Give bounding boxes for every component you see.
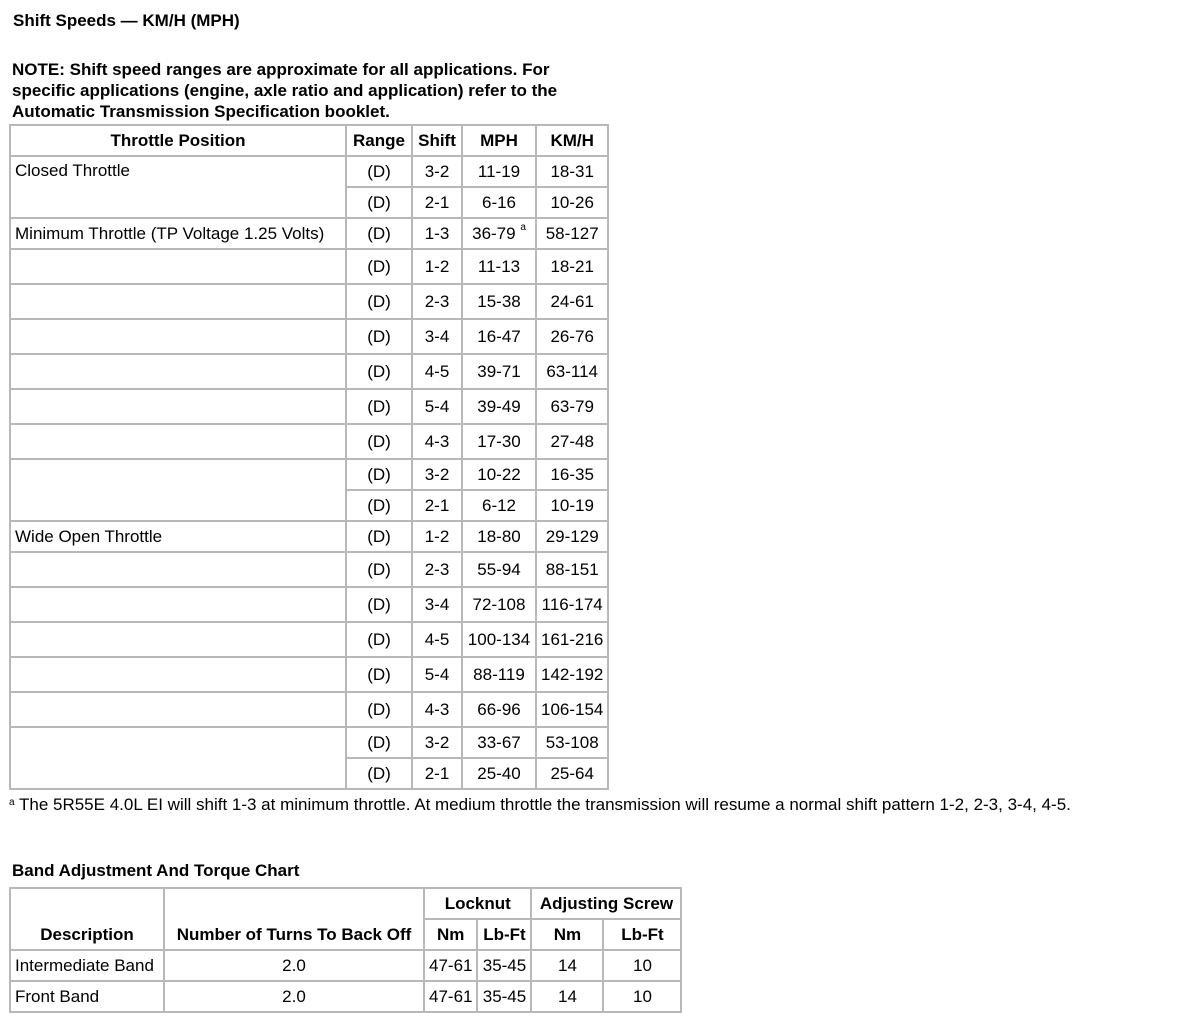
kmh-cell: 16-35 <box>536 459 608 490</box>
blank-position-cell <box>10 657 346 692</box>
shift-cell: 4-5 <box>412 622 462 657</box>
blank-position-cell <box>10 354 346 389</box>
shift-cell: 3-2 <box>412 727 462 758</box>
kmh-cell: 63-79 <box>536 389 608 424</box>
mph-cell: 11-13 <box>462 249 536 284</box>
range-cell: (D) <box>346 622 412 657</box>
table-row <box>10 284 608 319</box>
table-row <box>10 950 681 981</box>
mph-cell: 16-47 <box>462 319 536 354</box>
blank-position-cell <box>10 389 346 424</box>
range-cell: (D) <box>346 459 412 490</box>
turns-cell: 2.0 <box>164 981 424 1012</box>
range-cell: (D) <box>346 692 412 727</box>
shift-cell: 2-1 <box>412 187 462 218</box>
table-row <box>10 552 608 587</box>
band-chart-title: Band Adjustment And Torque Chart <box>12 861 300 880</box>
table-header-row <box>10 125 608 156</box>
mph-value: 36-79 <box>472 223 516 243</box>
kmh-cell: 27-48 <box>536 424 608 459</box>
table-row <box>10 692 608 727</box>
kmh-cell: 29-129 <box>536 521 608 552</box>
kmh-cell: 58-127 <box>536 218 608 249</box>
shift-speeds-table <box>9 124 609 790</box>
table-row <box>10 424 608 459</box>
kmh-cell: 142-192 <box>536 657 608 692</box>
kmh-cell: 116-174 <box>536 587 608 622</box>
header-throttle-position: Throttle Position <box>10 125 346 156</box>
locknut-nm-cell: 47-61 <box>424 981 477 1012</box>
table-row <box>10 587 608 622</box>
screw-nm-cell: 14 <box>531 950 603 981</box>
blank-position-cell <box>10 587 346 622</box>
range-cell: (D) <box>346 319 412 354</box>
mph-cell: 39-49 <box>462 389 536 424</box>
shift-cell: 1-3 <box>412 218 462 249</box>
range-cell: (D) <box>346 587 412 622</box>
table-row <box>10 218 608 249</box>
range-cell: (D) <box>346 284 412 319</box>
page-title: Shift Speeds — KM/H (MPH) <box>13 11 240 30</box>
locknut-lbft-cell: 35-45 <box>477 981 531 1012</box>
header-screw-nm: Nm <box>531 919 603 950</box>
locknut-lbft-cell: 35-45 <box>477 950 531 981</box>
shift-cell: 3-2 <box>412 459 462 490</box>
header-locknut: Locknut <box>424 888 531 919</box>
shift-cell: 3-4 <box>412 587 462 622</box>
header-locknut-lbft: Lb-Ft <box>477 919 531 950</box>
kmh-cell: 24-61 <box>536 284 608 319</box>
screw-lbft-cell: 10 <box>603 950 681 981</box>
table-row <box>10 249 608 284</box>
table-row <box>10 459 608 490</box>
kmh-cell: 53-108 <box>536 727 608 758</box>
shift-cell: 4-3 <box>412 424 462 459</box>
range-cell: (D) <box>346 552 412 587</box>
header-screw-lbft: Lb-Ft <box>603 919 681 950</box>
shift-cell: 1-2 <box>412 521 462 552</box>
blank-position-cell <box>10 249 346 284</box>
footnote-mark: a <box>520 221 526 233</box>
header-turns: Number of Turns To Back Off <box>164 888 424 950</box>
shift-cell: 1-2 <box>412 249 462 284</box>
kmh-cell: 18-21 <box>536 249 608 284</box>
kmh-cell: 10-19 <box>536 490 608 521</box>
shift-cell: 3-4 <box>412 319 462 354</box>
range-cell: (D) <box>346 389 412 424</box>
mph-cell: 100-134 <box>462 622 536 657</box>
mph-cell: 66-96 <box>462 692 536 727</box>
table-row <box>10 521 608 552</box>
screw-nm-cell: 14 <box>531 981 603 1012</box>
description-cell: Intermediate Band <box>10 950 164 981</box>
turns-cell: 2.0 <box>164 950 424 981</box>
band-adjustment-table <box>9 887 682 1013</box>
kmh-cell: 18-31 <box>536 156 608 187</box>
mph-cell: 55-94 <box>462 552 536 587</box>
blank-position-cell <box>10 284 346 319</box>
kmh-cell: 10-26 <box>536 187 608 218</box>
blank-position-cell <box>10 319 346 354</box>
mph-cell: 33-67 <box>462 727 536 758</box>
shift-cell: 4-3 <box>412 692 462 727</box>
footnote <box>9 794 1200 816</box>
blank-position-cell <box>10 424 346 459</box>
mph-cell: 39-71 <box>462 354 536 389</box>
shift-cell: 2-3 <box>412 552 462 587</box>
kmh-cell: 63-114 <box>536 354 608 389</box>
range-cell: (D) <box>346 727 412 758</box>
range-cell: (D) <box>346 187 412 218</box>
screw-lbft-cell: 10 <box>603 981 681 1012</box>
range-cell: (D) <box>346 521 412 552</box>
header-locknut-nm: Nm <box>424 919 477 950</box>
wide-open-throttle-label: Wide Open Throttle <box>10 521 346 552</box>
shift-cell: 2-1 <box>412 490 462 521</box>
header-mph: MPH <box>462 125 536 156</box>
mph-cell: 15-38 <box>462 284 536 319</box>
shift-cell: 2-3 <box>412 284 462 319</box>
mph-cell: 10-22 <box>462 459 536 490</box>
shift-cell: 5-4 <box>412 657 462 692</box>
kmh-cell: 106-154 <box>536 692 608 727</box>
header-adjusting-screw: Adjusting Screw <box>531 888 681 919</box>
locknut-nm-cell: 47-61 <box>424 950 477 981</box>
table-row <box>10 319 608 354</box>
table-row <box>10 981 681 1012</box>
mph-cell: 25-40 <box>462 758 536 789</box>
header-description: Description <box>10 888 164 950</box>
table-row <box>10 727 608 758</box>
mph-cell: 6-16 <box>462 187 536 218</box>
range-cell: (D) <box>346 354 412 389</box>
footnote-mark: a <box>9 797 15 808</box>
range-cell: (D) <box>346 156 412 187</box>
mph-cell: 6-12 <box>462 490 536 521</box>
blank-position-cell <box>10 459 346 521</box>
range-cell: (D) <box>346 424 412 459</box>
kmh-cell: 26-76 <box>536 319 608 354</box>
range-cell: (D) <box>346 249 412 284</box>
mph-cell: 72-108 <box>462 587 536 622</box>
table-row <box>10 156 608 187</box>
blank-position-cell <box>10 552 346 587</box>
footnote-text: The 5R55E 4.0L EI will shift 1-3 at minimum throttle. At medium throttle the transmission will resume a normal shift pattern 1-2, 2-3, 3-4, 4-5. <box>14 795 1071 814</box>
mph-cell: 18-80 <box>462 521 536 552</box>
header-range: Range <box>346 125 412 156</box>
mph-cell <box>462 218 536 249</box>
kmh-cell: 161-216 <box>536 622 608 657</box>
mph-cell: 17-30 <box>462 424 536 459</box>
table-row <box>10 622 608 657</box>
table-header-row <box>10 888 681 919</box>
range-cell: (D) <box>346 490 412 521</box>
table-row <box>10 389 608 424</box>
range-cell: (D) <box>346 758 412 789</box>
kmh-cell: 25-64 <box>536 758 608 789</box>
shift-cell: 2-1 <box>412 758 462 789</box>
header-kmh: KM/H <box>536 125 608 156</box>
blank-position-cell <box>10 622 346 657</box>
shift-cell: 4-5 <box>412 354 462 389</box>
range-cell: (D) <box>346 657 412 692</box>
table-row <box>10 657 608 692</box>
range-cell: (D) <box>346 218 412 249</box>
shift-cell: 3-2 <box>412 156 462 187</box>
note-text: NOTE: Shift speed ranges are approximate for all applications. For specific applications (engine, axle ratio and application) refer to the Automatic Transmission Specification booklet. <box>12 60 558 121</box>
kmh-cell: 88-151 <box>536 552 608 587</box>
blank-position-cell <box>10 692 346 727</box>
closed-throttle-label: Closed Throttle <box>10 156 346 218</box>
description-cell: Front Band <box>10 981 164 1012</box>
blank-position-cell <box>10 727 346 789</box>
minimum-throttle-label: Minimum Throttle (TP Voltage 1.25 Volts) <box>10 218 346 249</box>
table-row <box>10 354 608 389</box>
mph-cell: 88-119 <box>462 657 536 692</box>
header-shift: Shift <box>412 125 462 156</box>
shift-cell: 5-4 <box>412 389 462 424</box>
mph-cell: 11-19 <box>462 156 536 187</box>
